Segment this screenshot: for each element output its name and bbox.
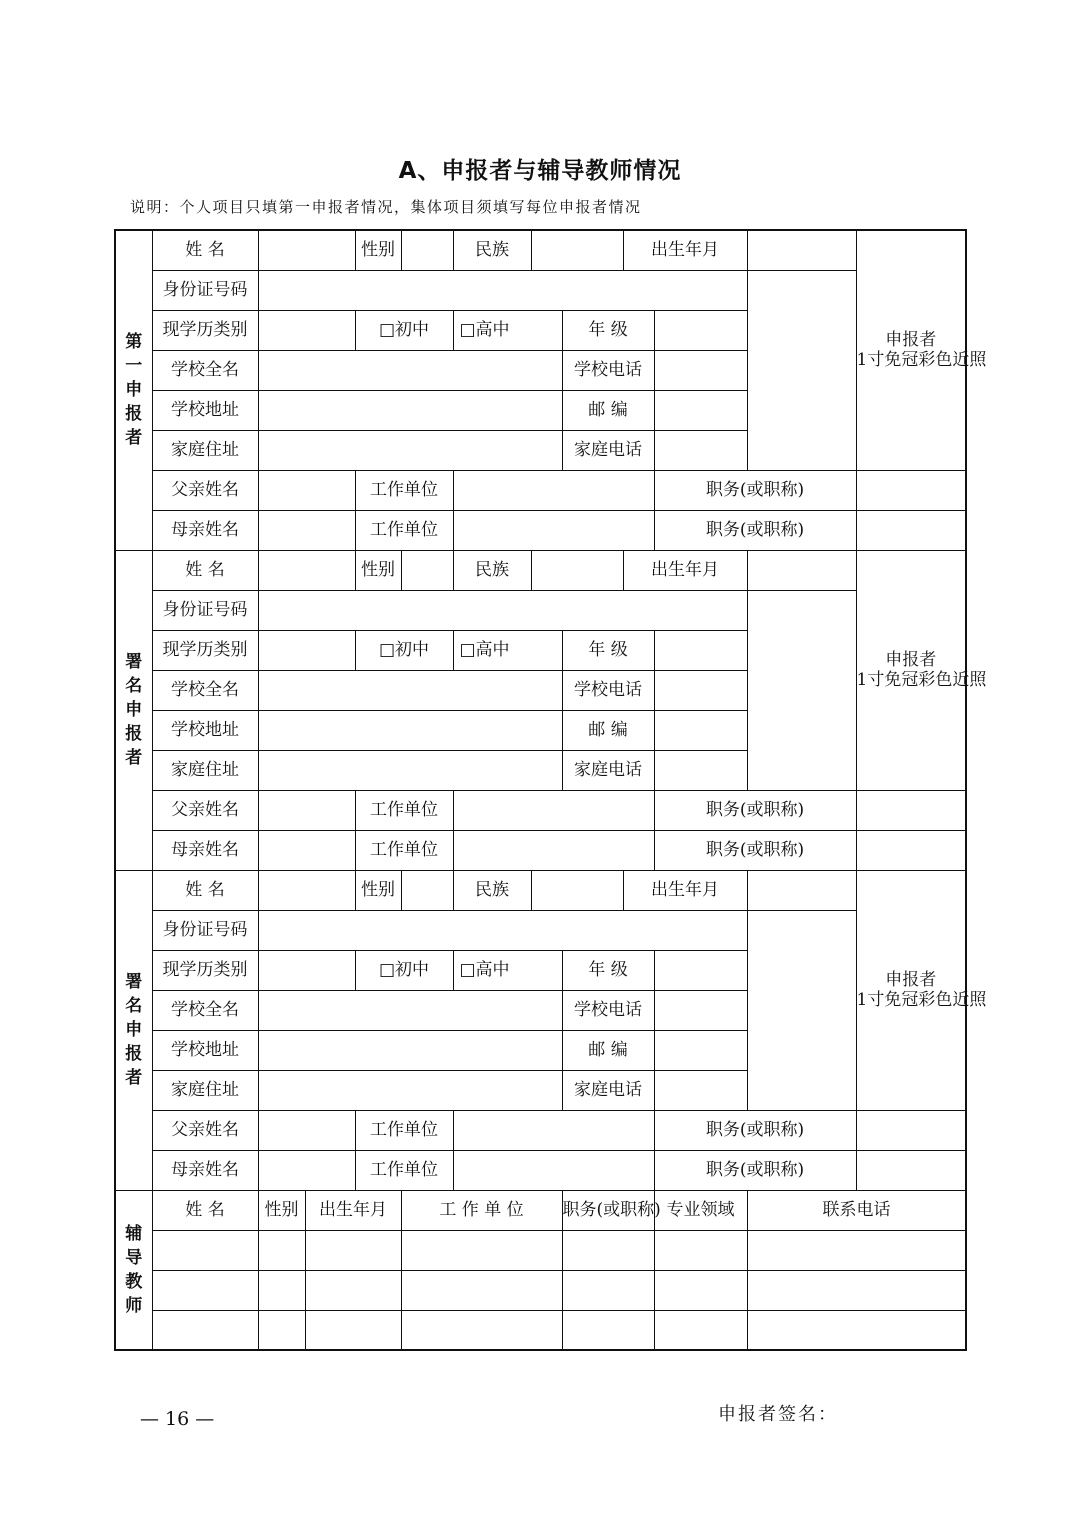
birth-cell[interactable]	[747, 870, 856, 910]
home-address-label: 家庭住址	[152, 430, 258, 470]
education-label: 现学历类别	[152, 950, 258, 990]
father-position-cell[interactable]	[856, 790, 966, 830]
mother-work-unit-label: 工作单位	[355, 830, 453, 870]
grade-cell[interactable]	[654, 310, 747, 350]
school-name-cell[interactable]	[258, 990, 562, 1030]
ethnicity-cell[interactable]	[531, 230, 623, 270]
teacher-phone-cell[interactable]	[747, 1230, 966, 1270]
ethnicity-cell[interactable]	[531, 550, 623, 590]
mother-position-label: 职务(或职称)	[654, 1150, 856, 1190]
photo-box[interactable]: 申报者 1寸免冠彩色近照	[856, 870, 966, 1110]
applicant-signature-label: 申报者签名：	[718, 1404, 838, 1425]
teacher-name-header: 姓 名	[152, 1190, 258, 1230]
home-address-label: 家庭住址	[152, 750, 258, 790]
name-label: 姓 名	[152, 550, 258, 590]
applicant-vertical-label: 署 名 申 报 者	[125, 972, 143, 1088]
gender-cell[interactable]	[401, 550, 453, 590]
id-number-cell[interactable]	[258, 590, 747, 630]
education-spacer	[258, 630, 355, 670]
page-title: A、申报者与辅导教师情况	[398, 158, 682, 184]
name-cell[interactable]	[258, 550, 355, 590]
gender-label: 性别	[355, 870, 401, 910]
postcode-cell[interactable]	[654, 390, 747, 430]
id-number-cell[interactable]	[258, 910, 747, 950]
mother-name-cell[interactable]	[258, 510, 355, 550]
teacher-section-label	[115, 1190, 152, 1350]
mother-work-unit-cell[interactable]	[453, 830, 654, 870]
name-cell[interactable]	[258, 230, 355, 270]
school-name-cell[interactable]	[258, 670, 562, 710]
ethnicity-label: 民族	[453, 870, 531, 910]
school-name-cell[interactable]	[258, 350, 562, 390]
applicant-section-label	[115, 550, 152, 870]
teacher-gender-cell[interactable]	[258, 1230, 305, 1270]
birth-label: 出生年月	[623, 230, 747, 270]
father-position-label: 职务(或职称)	[654, 790, 856, 830]
junior-checkbox[interactable]: □初中	[355, 630, 453, 670]
home-phone-cell[interactable]	[654, 1070, 747, 1110]
senior-checkbox[interactable]: □高中	[453, 950, 562, 990]
education-label: 现学历类别	[152, 630, 258, 670]
applicant-section-label	[115, 230, 152, 550]
father-position-cell[interactable]	[856, 470, 966, 510]
teacher-work-unit-cell[interactable]	[401, 1270, 562, 1310]
ethnicity-cell[interactable]	[531, 870, 623, 910]
grade-cell[interactable]	[654, 950, 747, 990]
postcode-label: 邮 编	[562, 1030, 654, 1070]
grade-label: 年 级	[562, 950, 654, 990]
postcode-label: 邮 编	[562, 710, 654, 750]
grade-label: 年 级	[562, 310, 654, 350]
school-address-cell[interactable]	[258, 390, 562, 430]
mother-position-cell[interactable]	[856, 830, 966, 870]
postcode-cell[interactable]	[654, 1030, 747, 1070]
father-work-unit-label: 工作单位	[355, 790, 453, 830]
home-address-label: 家庭住址	[152, 1070, 258, 1110]
applicant-section-label	[115, 870, 152, 1190]
senior-checkbox[interactable]: □高中	[453, 310, 562, 350]
school-phone-cell[interactable]	[654, 990, 747, 1030]
mother-work-unit-cell[interactable]	[453, 510, 654, 550]
father-name-label: 父亲姓名	[152, 1110, 258, 1150]
applicant-vertical-label: 第 一 申 报 者	[125, 332, 143, 449]
photo-box[interactable]: 申报者 1寸免冠彩色近照	[856, 230, 966, 470]
mother-position-label: 职务(或职称)	[654, 830, 856, 870]
name-cell[interactable]	[258, 870, 355, 910]
father-name-cell[interactable]	[258, 1110, 355, 1150]
school-phone-label: 学校电话	[562, 350, 654, 390]
id-number-cell[interactable]	[258, 270, 747, 310]
gender-label: 性别	[355, 550, 401, 590]
education-spacer	[258, 950, 355, 990]
teacher-work-unit-header: 工 作 单 位	[401, 1190, 562, 1230]
school-phone-cell[interactable]	[654, 350, 747, 390]
mother-name-cell[interactable]	[258, 1150, 355, 1190]
name-label: 姓 名	[152, 230, 258, 270]
ethnicity-label: 民族	[453, 550, 531, 590]
birth-label: 出生年月	[623, 550, 747, 590]
teacher-position-cell[interactable]	[562, 1230, 654, 1270]
father-name-label: 父亲姓名	[152, 790, 258, 830]
junior-checkbox[interactable]: □初中	[355, 950, 453, 990]
photo-box[interactable]: 申报者 1寸免冠彩色近照	[856, 550, 966, 790]
home-address-cell[interactable]	[258, 1070, 562, 1110]
teacher-field-header: 专业领域	[654, 1190, 747, 1230]
home-phone-cell[interactable]	[654, 750, 747, 790]
father-position-label: 职务(或职称)	[654, 470, 856, 510]
mother-name-label: 母亲姓名	[152, 510, 258, 550]
junior-checkbox[interactable]: □初中	[355, 310, 453, 350]
postcode-cell[interactable]	[654, 710, 747, 750]
school-phone-label: 学校电话	[562, 670, 654, 710]
school-phone-cell[interactable]	[654, 670, 747, 710]
teacher-field-cell[interactable]	[654, 1230, 747, 1270]
home-phone-label: 家庭电话	[562, 1070, 654, 1110]
teacher-gender-header: 性别	[258, 1190, 305, 1230]
teacher-row	[115, 1270, 966, 1310]
id-number-label: 身份证号码	[152, 590, 258, 630]
mother-work-unit-cell[interactable]	[453, 1150, 654, 1190]
application-form-table	[114, 229, 987, 1351]
teacher-position-cell[interactable]	[562, 1310, 654, 1350]
mother-name-label: 母亲姓名	[152, 1150, 258, 1190]
father-position-label: 职务(或职称)	[654, 1110, 856, 1150]
mother-name-cell[interactable]	[258, 830, 355, 870]
father-name-cell[interactable]	[258, 790, 355, 830]
education-spacer	[258, 310, 355, 350]
applicant-vertical-label: 署 名 申 报 者	[125, 652, 143, 768]
gender-cell[interactable]	[401, 870, 453, 910]
teacher-phone-cell[interactable]	[747, 1270, 966, 1310]
father-name-label: 父亲姓名	[152, 470, 258, 510]
home-address-cell[interactable]	[258, 750, 562, 790]
father-position-cell[interactable]	[856, 1110, 966, 1150]
teacher-work-unit-cell[interactable]	[401, 1230, 562, 1270]
ethnicity-label: 民族	[453, 230, 531, 270]
postcode-label: 邮 编	[562, 390, 654, 430]
gender-cell[interactable]	[401, 230, 453, 270]
teacher-name-cell[interactable]	[152, 1310, 258, 1350]
birth-cell[interactable]	[747, 230, 856, 270]
school-address-label: 学校地址	[152, 710, 258, 750]
teacher-field-cell[interactable]	[654, 1310, 747, 1350]
school-name-label: 学校全名	[152, 670, 258, 710]
id-number-label: 身份证号码	[152, 270, 258, 310]
teacher-name-cell[interactable]	[152, 1230, 258, 1270]
home-phone-label: 家庭电话	[562, 750, 654, 790]
father-work-unit-cell[interactable]	[453, 790, 654, 830]
teacher-birth-cell[interactable]	[305, 1230, 401, 1270]
mother-work-unit-label: 工作单位	[355, 510, 453, 550]
teacher-phone-cell[interactable]	[747, 1310, 966, 1350]
father-work-unit-label: 工作单位	[355, 470, 453, 510]
birth-cell[interactable]	[747, 550, 856, 590]
father-work-unit-label: 工作单位	[355, 1110, 453, 1150]
teacher-gender-cell[interactable]	[258, 1310, 305, 1350]
teacher-gender-cell[interactable]	[258, 1270, 305, 1310]
home-phone-cell[interactable]	[654, 430, 747, 470]
teacher-vertical-label: 辅 导 教 师	[125, 1223, 143, 1316]
school-address-cell[interactable]	[258, 1030, 562, 1070]
mother-position-label: 职务(或职称)	[654, 510, 856, 550]
teacher-row	[115, 1230, 966, 1270]
school-phone-label: 学校电话	[562, 990, 654, 1030]
teacher-work-unit-cell[interactable]	[401, 1310, 562, 1350]
grade-label: 年 级	[562, 630, 654, 670]
senior-checkbox[interactable]: □高中	[453, 630, 562, 670]
page-number: — 16 —	[140, 1408, 215, 1430]
school-address-label: 学校地址	[152, 390, 258, 430]
teacher-phone-header: 联系电话	[747, 1190, 966, 1230]
teacher-row	[115, 1310, 966, 1350]
mother-name-label: 母亲姓名	[152, 830, 258, 870]
teacher-birth-cell[interactable]	[305, 1270, 401, 1310]
home-address-cell[interactable]	[258, 430, 562, 470]
school-name-label: 学校全名	[152, 990, 258, 1030]
teacher-position-cell[interactable]	[562, 1270, 654, 1310]
home-phone-label: 家庭电话	[562, 430, 654, 470]
education-label: 现学历类别	[152, 310, 258, 350]
father-name-cell[interactable]	[258, 470, 355, 510]
mother-work-unit-label: 工作单位	[355, 1150, 453, 1190]
father-work-unit-cell[interactable]	[453, 1110, 654, 1150]
id-number-label: 身份证号码	[152, 910, 258, 950]
father-work-unit-cell[interactable]	[453, 470, 654, 510]
teacher-name-cell[interactable]	[152, 1270, 258, 1310]
teacher-field-cell[interactable]	[654, 1270, 747, 1310]
school-name-label: 学校全名	[152, 350, 258, 390]
school-address-cell[interactable]	[258, 710, 562, 750]
school-address-label: 学校地址	[152, 1030, 258, 1070]
mother-position-cell[interactable]	[856, 1150, 966, 1190]
teacher-birth-cell[interactable]	[305, 1310, 401, 1350]
teacher-position-header: 职务(或职称)	[562, 1190, 654, 1230]
instruction-note: 说明：个人项目只填第一申报者情况，集体项目须填写每位申报者情况	[130, 198, 642, 216]
grade-cell[interactable]	[654, 630, 747, 670]
birth-label: 出生年月	[623, 870, 747, 910]
name-label: 姓 名	[152, 870, 258, 910]
teacher-birth-header: 出生年月	[305, 1190, 401, 1230]
mother-position-cell[interactable]	[856, 510, 966, 550]
gender-label: 性别	[355, 230, 401, 270]
